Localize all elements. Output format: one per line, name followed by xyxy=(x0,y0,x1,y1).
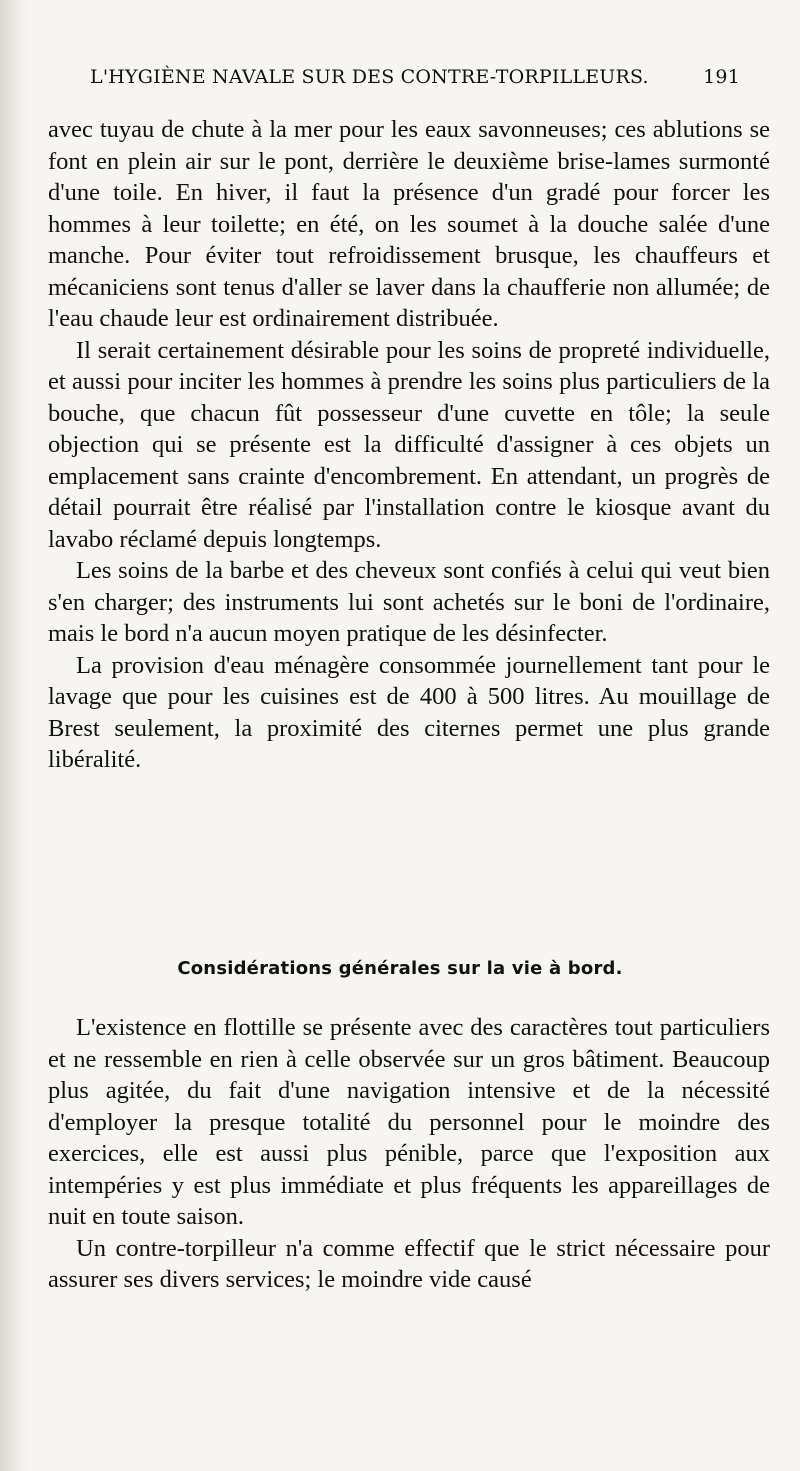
body-text-lower xyxy=(48,1012,770,1296)
running-title: L'HYGIÈNE NAVALE SUR DES CONTRE-TORPILLEURS. xyxy=(90,66,649,88)
page-header xyxy=(90,66,740,106)
section-heading: Considérations générales sur la vie à bord. xyxy=(177,958,623,979)
body-text-upper xyxy=(48,114,770,776)
paragraph: Il serait certainement désirable pour les soins de propreté individuelle, et aussi pour inciter les hommes à prendre les soins plus particuliers de la bouche, que chacun fût possesseur d'une cuvette en tôle; la seule objection qui se présente est la difficulté d'assigner à ces objets un emplacement sans crainte d'encombrement. En attendant, un progrès de détail pourrait être réalisé par l'installation contre le kiosque avant du lavabo réclamé depuis longtemps. xyxy=(48,336,770,553)
paragraph: Un contre-torpilleur n'a comme effectif que le strict nécessaire pour assurer ses divers services; le moindre vide causé xyxy=(48,1234,770,1293)
paragraph: L'existence en flottille se présente avec des caractères tout particuliers et ne ressemble en rien à celle observée sur un gros bâtiment. Beaucoup plus agitée, du fait d'une navigation intensive et de la nécessité d'employer la presque totalité du personnel pour le moindre des exercices, elle est aussi plus pénible, parce que l'exposition aux intempéries y est plus immédiate et plus fréquents les appareillages de nuit en toute saison. xyxy=(48,1014,770,1230)
page-number: 191 xyxy=(703,66,740,88)
paragraph: La provision d'eau ménagère consommée journellement tant pour le lavage que pour les cuisines est de 400 à 500 litres. Au mouillage de Brest seulement, la proximité des citernes permet une plus grande libéralité. xyxy=(48,651,770,773)
paragraph-continued: avec tuyau de chute à la mer pour les eaux savonneuses; ces ablutions se font en plein air sur le pont, derrière le deuxième brise-lames surmonté d'une toile. En hiver, il faut la présence d'un gradé pour forcer les hommes à leur toilette; en été, on les soumet à la douche salée d'une manche. Pour éviter tout refroidissement brusque, les chauffeurs et mécaniciens sont tenus d'aller se laver dans la chaufferie non allumée; de l'eau chaude leur est ordinairement distribuée. xyxy=(48,116,770,332)
page-gutter-shadow xyxy=(0,0,28,1471)
paragraph: Les soins de la barbe et des cheveux sont confiés à celui qui veut bien s'en charger; des instruments lui sont achetés sur le boni de l'ordinaire, mais le bord n'a aucun moyen pratique de les désinfecter. xyxy=(48,557,770,647)
